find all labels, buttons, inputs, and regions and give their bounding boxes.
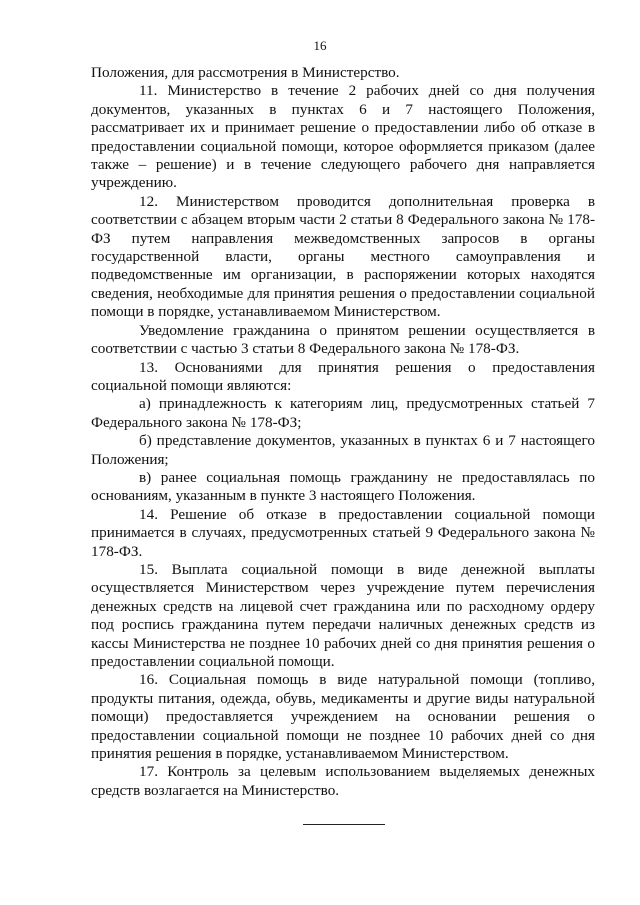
paragraph-item-11: 11. Министерство в течение 2 рабочих дней со дня получения документов, указанных в пунктах 6 и 7 настоящего Положения, рассматривает их и принимает решение о предоставлении либо об отказе в предоставлении социальной помощи, которое оформляется приказом (далее также – решение) и в течение следующего рабочего дня направляется учреждению. bbox=[91, 82, 595, 192]
page-number: 16 bbox=[313, 38, 327, 53]
paragraph-item-13-v: в) ранее социальная помощь гражданину не предоставлялась по основаниям, указанным в пункте 3 настоящего Положения. bbox=[91, 468, 595, 505]
document-body bbox=[91, 64, 595, 800]
paragraph-item-17: 17. Контроль за целевым использованием выделяемых денежных средств возлагается на Министерство. bbox=[91, 763, 595, 799]
paragraph-notification: Уведомление гражданина о принятом решении осуществляется в соответствии с частью 3 статьи 8 Федерального закона № 178-ФЗ. bbox=[91, 321, 595, 358]
paragraph-continuation: Положения, для рассмотрения в Министерство. bbox=[91, 64, 400, 81]
paragraph-item-13-a: а) принадлежность к категориям лиц, предусмотренных статьей 7 Федерального закона № 178-ФЗ; bbox=[91, 395, 595, 431]
paragraph-item-13: 13. Основаниями для принятия решения о предоставления социальной помощи являются: bbox=[91, 358, 595, 394]
paragraph-item-16: 16. Социальная помощь в виде натуральной помощи (топливо, продукты питания, одежда, обувь, медикаменты и другие виды натуральной помощи) предоставляется учреждением на основании решения о предоставлении социальной помощи не позднее 10 рабочих дней со дня принятия решения в порядке, устанавливаемом Министерством. bbox=[91, 671, 595, 763]
paragraph-item-12: 12. Министерством проводится дополнительная проверка в соответствии с абзацем вторым части 2 статьи 8 Федерального закона № 178-ФЗ путем направления межведомственных запросов в органы государственной власти, органы местного самоуправления и подведомственные им организации, в распоряжении которых находятся сведения, необходимые для принятия решения о предоставлении социальной помощи в порядке, устанавливаемом Министерством. bbox=[91, 192, 595, 321]
paragraph-item-14: 14. Решение об отказе в предоставлении социальной помощи принимается в случаях, предусмотренных статьей 9 Федерального закона № 178-ФЗ. bbox=[91, 505, 595, 560]
paragraph-item-15: 15. Выплата социальной помощи в виде денежной выплаты осуществляется Министерством через учреждение путем перечисления денежных средств на лицевой счет гражданина или по расходному ордеру под роспись гражданина путем передачи наличных денежных средств из кассы Министерства не позднее 10 рабочих дней со дня принятия решения о предоставлении социальной помощи. bbox=[91, 560, 595, 670]
end-of-document-line bbox=[303, 824, 385, 825]
paragraph-item-13-b: б) представление документов, указанных в пунктах 6 и 7 настоящего Положения; bbox=[91, 432, 595, 468]
